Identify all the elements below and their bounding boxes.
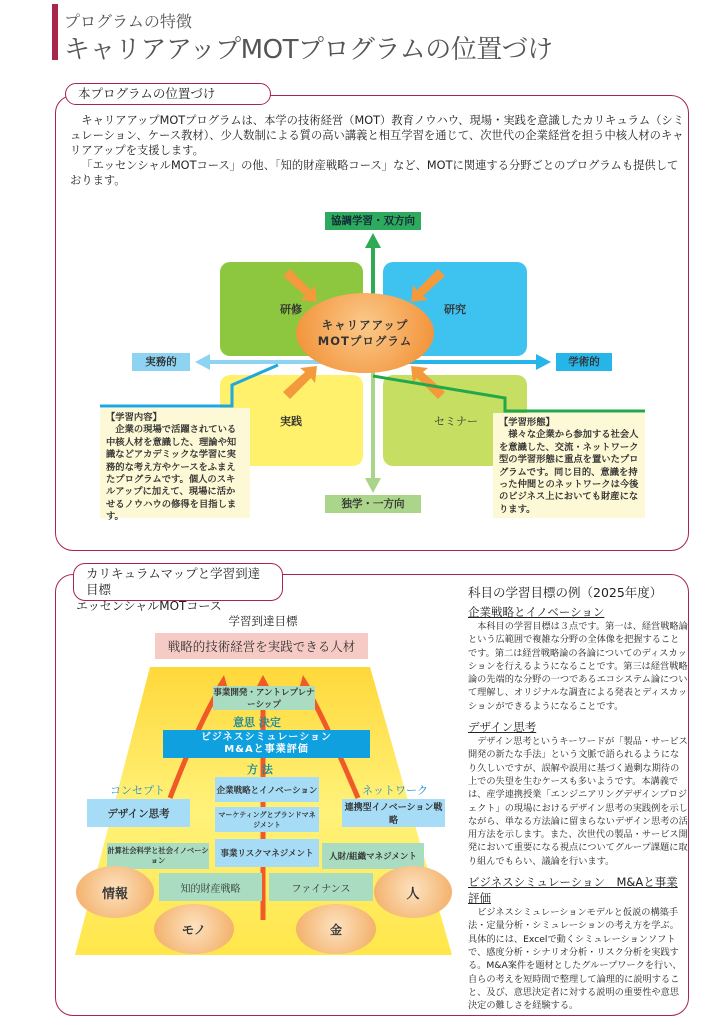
section-label-position: 本プログラムの位置づけ [65, 83, 271, 105]
label-kenkyu: 研究 [444, 303, 466, 316]
intro-paragraph: キャリアアップMOTプログラムは、本学の技術経営（MOT）教育ノウハウ、現場・実践を意識したカリキュラム（シミュレーション、ケース教材）、少人数制による質の高い講義と相互学習を通じて、次世代の企業経営を担う中核人材のキャリアアップを支援します。 [70, 114, 685, 157]
box-entrepreneurship: 事業開発・アントレプレナーシップ [213, 688, 315, 710]
page-title: キャリアアップMOTプログラムの位置づけ [64, 35, 553, 65]
section-label-curriculum: カリキュラムマップと学習到達目標 [73, 563, 283, 601]
subject-text: デザイン思考というキーワードが「製品・サービス開発の新たな手法」という文脈で語られるようになり久しいですが、誤解や誤用に基づく過剰な期待の上での失望を生むケースも多いようです。本講義では、産学連携授業「エンジニアリングデザインプロジェクト」の現場におけるデザイン思考の実践例を示しながら、単なる方法論に留まらないデザイン思考の活用方法を示します。また、次世代の製品・サービス開発において重要になる視点についてグループ課題に取り組んでもらい、議論を行います。 [468, 736, 688, 867]
arrow-up-head [365, 233, 381, 248]
sim-line-2: M&Aと事業評価 [224, 744, 309, 755]
label-kenshu: 研修 [280, 303, 302, 316]
center-ellipse [296, 293, 434, 373]
label-method: 方 法 [247, 763, 273, 776]
label-decision: 意思 決定 [233, 716, 281, 729]
subject-title: ビジネスシミュレーション M&Aと事業評価 [468, 875, 678, 906]
label-concept: コンセプト [110, 784, 165, 797]
goal-box: 戦略的技術経営を実践できる人材 [155, 633, 368, 659]
axis-bottom-label: 独学・一方向 [325, 495, 421, 513]
orb-money: 金 [296, 904, 376, 954]
box-ip-strategy: 知的財産戦略 [159, 873, 262, 901]
box-collaborative-innovation: 連携型イノベーション戦略 [342, 799, 445, 827]
box-design-thinking: デザイン思考 [87, 799, 190, 827]
subject-goals-column [468, 583, 688, 1012]
box-marketing: マーケティングとブランドマネジメント [215, 807, 319, 832]
box-finance: ファイナンス [269, 873, 373, 901]
axis-right-label: 学術的 [556, 353, 612, 371]
arrow-right-head [536, 354, 551, 370]
arrow-down-head [365, 478, 381, 493]
left-callout [100, 408, 250, 523]
subject-title: 企業戦略とイノベーション [468, 605, 605, 619]
orb-things: モノ [154, 904, 234, 954]
goal-label: 学習到達目標 [228, 614, 298, 628]
orb-people: 人 [374, 866, 452, 918]
box-business-simulation [163, 730, 370, 758]
page-subtitle: プログラムの特徴 [64, 12, 192, 31]
box-risk-management: 事業リスクマネジメント [215, 839, 319, 867]
arrow-left-head [195, 354, 210, 370]
label-jissen: 実践 [280, 415, 302, 428]
subject-text: ビジネスシミュレーションモデルと仮説の構築手法・定量分析・シミュレーションの考え方を学ぶ。具体的には、Excelで動くシミュレーションソフトで、感度分析・シナリオ分析・リスク分析を実践する。M&A案件を題材としたグループワークを行い、自らの考えを短時間で整理して論理的に説明すること、及び、意思決定者に対する説明の重要性や意思決定の難しさを経験する。 [468, 907, 682, 1012]
right-callout [493, 413, 645, 518]
box-computational-social-science: 計算社会科学と社会イノベーション [107, 843, 209, 869]
intro-paragraph: 「エッセンシャルMOTコース」の他、「知的財産戦略コース」など、MOTに関連する分野ごとのプログラムも提供しております。 [70, 159, 679, 187]
label-network: ネットワーク [362, 784, 428, 797]
left-callout-line [100, 365, 278, 406]
axis-top-label: 協調学習・双方向 [325, 212, 421, 230]
callout-text: 企業の現場で活躍されている中核人材を意識した、理論や知識などアカデミックな学習に実務的な考え方やケースをふまえたプログラムです。個人のスキルアップに加えて、現場に活かせるノウハウの修得を目指します。 [106, 424, 237, 523]
box-corporate-strategy: 企業戦略とイノベーション [215, 777, 319, 802]
pyramid-graphic [0, 560, 460, 980]
label-seminar: セミナー [434, 415, 478, 428]
subject-title: デザイン思考 [468, 720, 537, 735]
subject-goals-heading: 科目の学習目標の例（2025年度） [468, 585, 663, 600]
center-line-2: MOTプログラム [317, 334, 413, 348]
callout-title: 【学習形態】 [499, 417, 555, 428]
center-line-1: キャリアアップ [321, 318, 409, 332]
callout-text: 様々な企業から参加する社会人を意識した、交流・ネットワーク型の学習形態に重点を置いたプログラムです。同じ目的、意識を持った仲間とのネットワークは今後のビジネス上においても財産になります。 [499, 429, 639, 515]
course-name: エッセンシャルMOTコース [76, 599, 222, 613]
subject-text: 本科目の学習目標は３点です。第一は、経営戦略論という広範囲で複雑な分野の全体像を把握することです。第二は経営戦略論の各論についてのディスカッションを行えるようになることです。第三は経営戦略論の先端的な分野の一つであるエコシステム論について理解し、オリジナルな調査による発表とディスカッションができるようになることです。 [468, 621, 688, 712]
callout-title: 【学習内容】 [106, 412, 162, 423]
orb-information: 情報 [76, 866, 154, 918]
sim-line-1: ビジネスシミュレーション [200, 732, 333, 743]
axis-left-label: 実務的 [132, 353, 190, 371]
box-hr-management: 人財/組織マネジメント [322, 843, 424, 869]
